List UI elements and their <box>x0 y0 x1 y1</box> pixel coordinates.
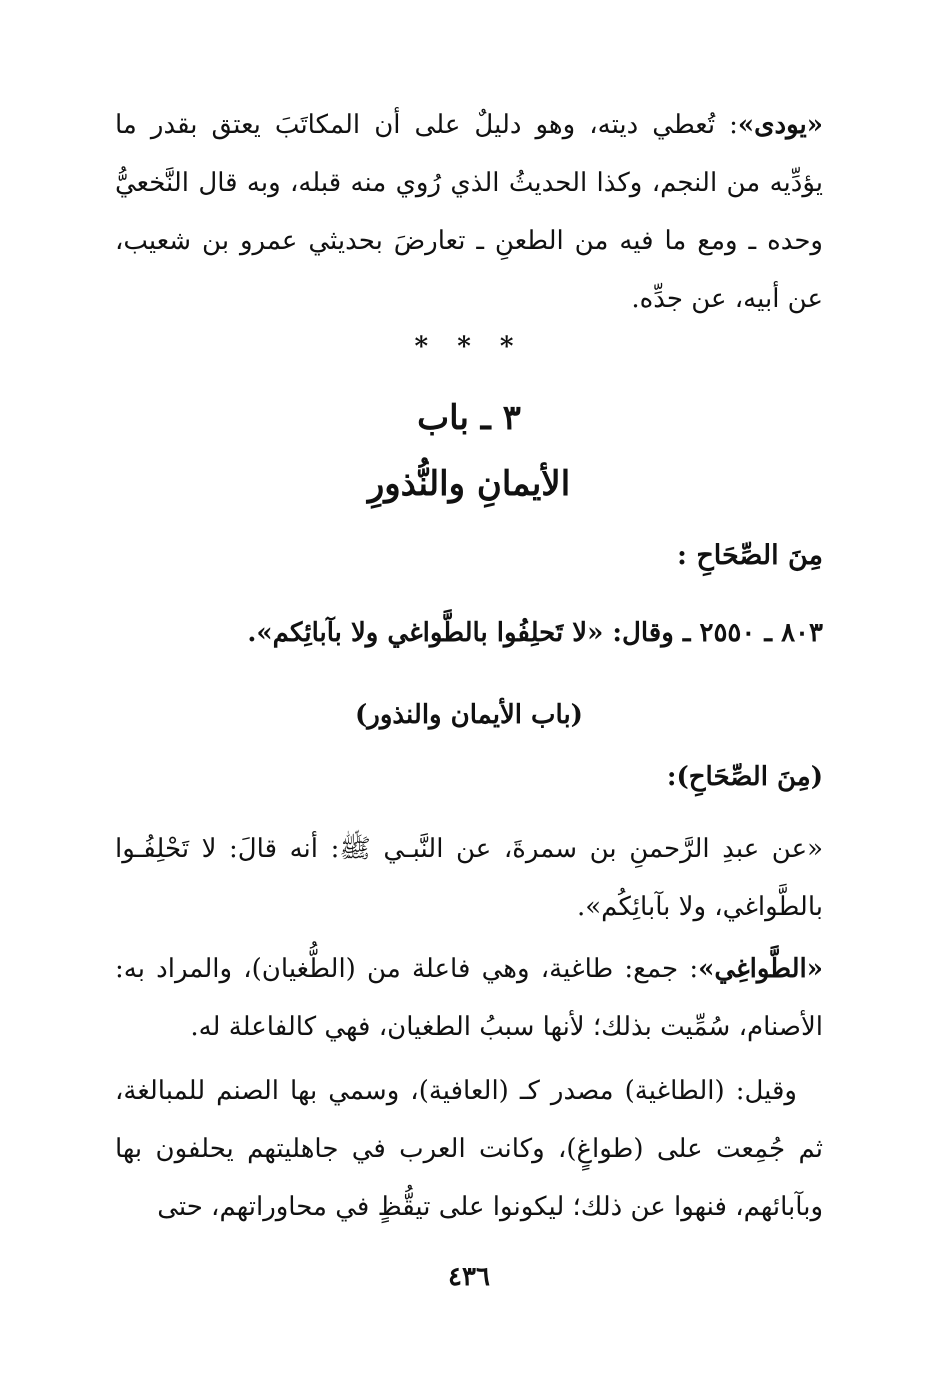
section-label: مِنَ الصِّحَاحِ : <box>676 540 823 571</box>
page-number: ٤٣٦ <box>448 1262 490 1292</box>
intro-term: «يودى» <box>737 110 823 140</box>
intro-paragraph <box>115 96 823 328</box>
commentary-term: «الطَّواغِي» <box>698 954 823 984</box>
commentary-heading: (باب الأيمان والنذور) <box>355 700 583 730</box>
commentary-p2-text: : جمع: طاغية، وهي فاعلة من (الطُّغيان)، والمراد به: الأصنام، سُمِّيت بذلك؛ لأنها سببُ الطغيان، فهي كالفاعلة له. <box>115 954 823 1042</box>
commentary-paragraph-2 <box>115 940 823 1056</box>
page <box>115 0 823 1376</box>
hadith-text: ٨٠٣ ـ ٢٥٥٠ ـ وقال: «لا تَحلِفُوا بالطَّواغي ولا بآبائِكم». <box>247 618 823 648</box>
commentary-paragraph-3 <box>115 1062 823 1236</box>
intro-text: : تُعطي ديته، وهو دليلٌ على أن المكاتَبَ يعتق بقدر ما يؤدِّيه من النجم، وكذا الحديثُ الذي رُوي منه قبله، وبه قال النَّخعيُّ وحده ـ ومع ما فيه من الطعنِ ـ تعارضَ بحديثي عمرو بن شعيب، عن أبيه، عن جدِّه. <box>115 110 823 314</box>
chapter-number: ٣ ـ باب <box>417 398 521 438</box>
commentary-section-label: (مِنَ الصِّحَاحِ): <box>666 762 823 792</box>
commentary-paragraph-1: «عن عبدِ الرَّحمنِ بن سمرةَ، عن النَّبـي ﷺ: أنه قالَ: لا تَحْلِفُـوا بالطَّواغي، ولا بآبائِكُم». <box>115 834 823 922</box>
chapter-title: الأيمانِ والنُّذورِ <box>367 464 571 504</box>
commentary-p3-text: وقيل: (الطاغية) مصدر كـ (العافية)، وسمي بها الصنم للمبالغة، ثم جُمِعت على (طواغٍ)، وكانت العرب في جاهليتهم يحلفون بها وبآبائهم، فنهوا عن ذلك؛ ليكونوا على تيقُّظٍ في محاوراتهم، حتى <box>115 1076 823 1222</box>
section-separator: * * * <box>414 332 524 362</box>
